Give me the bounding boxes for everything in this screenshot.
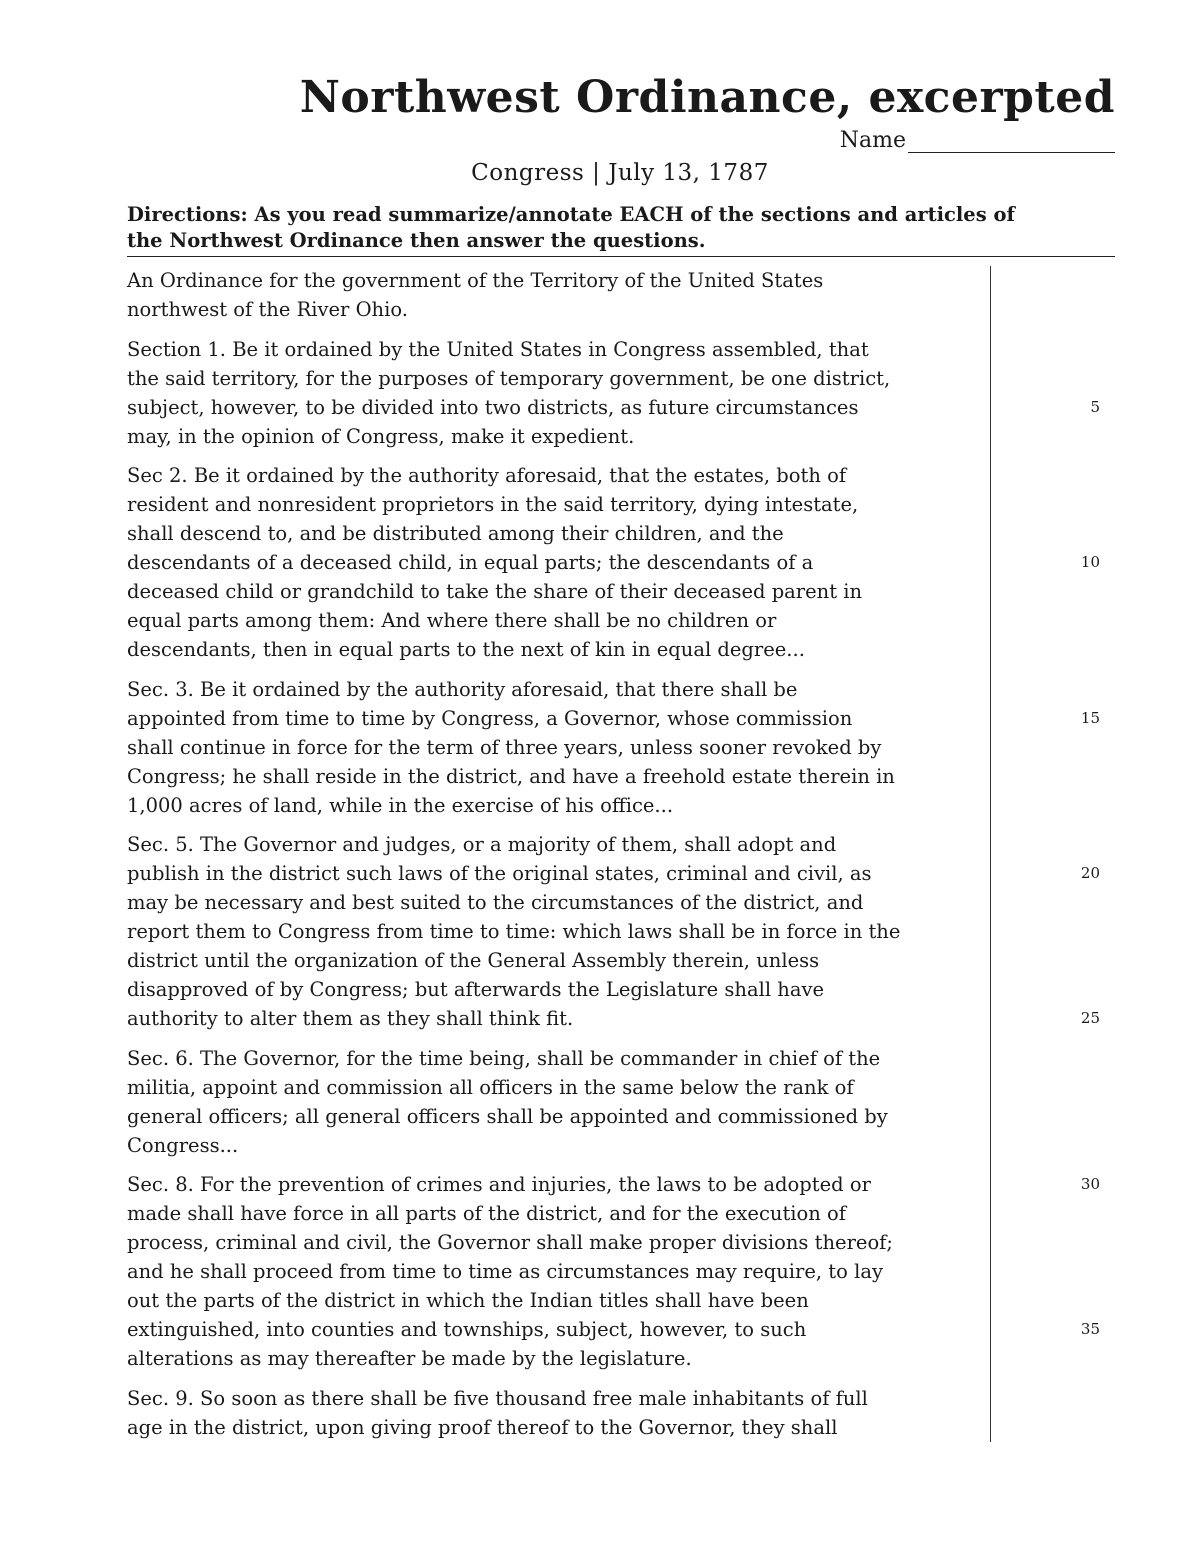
text-line: shall continue in force for the term of three years, unless sooner revoked by [127, 735, 882, 759]
paragraph [127, 1044, 987, 1160]
text-line: and he shall proceed from time to time as circumstances may require, to lay [127, 1260, 883, 1283]
text-line: Sec. 6. The Governor, for the time being, shall be commander in chief of the [127, 1046, 881, 1070]
text-line: resident and nonresident proprietors in the said territory, dying intestate, [127, 493, 859, 516]
text-line: Section 1. Be it ordained by the United States in Congress assembled, that [127, 337, 869, 361]
line-number: 10 [1080, 553, 1100, 571]
paragraph [127, 1170, 987, 1373]
text-line: northwest of the River Ohio. [127, 298, 408, 321]
line-number: 15 [1080, 708, 1100, 727]
name-label: Name [839, 128, 906, 153]
text-line: report them to Congress from time to time: which laws shall be in force in the [127, 920, 901, 943]
text-line: out the parts of the district in which the Indian titles shall have been [127, 1289, 809, 1312]
text-line: 1,000 acres of land, while in the exercise of his office... [127, 793, 674, 817]
line-number: 20 [1080, 864, 1100, 882]
text-line: process, criminal and civil, the Governor shall make proper divisions thereof; [127, 1231, 893, 1254]
text-line: deceased child or grandchild to take the share of their deceased parent in [127, 580, 863, 603]
text-line: Congress; he shall reside in the district, and have a freehold estate therein in [127, 764, 895, 788]
text-line: made shall have force in all parts of the district, and for the execution of [127, 1202, 846, 1225]
text-line: shall descend to, and be distributed among their children, and the [127, 522, 784, 545]
text-line: alterations as may thereafter be made by the legislature. [127, 1347, 692, 1370]
text-line: Sec. 3. Be it ordained by the authority aforesaid, that there shall be [127, 677, 798, 701]
annotation-column-divider [990, 266, 991, 1442]
directions-line: Directions: As you read summarize/annotate EACH of the sections and articles of [127, 203, 1015, 226]
text-line: authority to alter them as they shall think fit. [127, 1007, 574, 1030]
document-subtitle: Congress | July 13, 1787 [471, 160, 769, 186]
text-line: extinguished, into counties and townships, subject, however, to such [127, 1318, 807, 1341]
paragraph [127, 830, 987, 1033]
line-number: 35 [1080, 1320, 1100, 1338]
text-line: militia, appoint and commission all officers in the same below the rank of [127, 1075, 854, 1099]
text-line: An Ordinance for the government of the Territory of the United States [127, 269, 824, 292]
text-line: Sec. 5. The Governor and judges, or a majority of them, shall adopt and [127, 833, 837, 856]
text-line: the said territory, for the purposes of temporary government, be one district, [127, 366, 891, 390]
text-line: appointed from time to time by Congress, a Governor, whose commission [127, 706, 853, 730]
directions [127, 202, 1115, 257]
text-line: descendants of a deceased child, in equal parts; the descendants of a [127, 551, 814, 574]
paragraph [127, 1384, 987, 1442]
directions-line: the Northwest Ordinance then answer the questions. [127, 229, 706, 252]
text-line: Sec. 8. For the prevention of crimes and injuries, the laws to be adopted or [127, 1173, 871, 1196]
ordinance-text [127, 266, 987, 1452]
text-line: age in the district, upon giving proof thereof to the Governor, they shall [127, 1415, 838, 1439]
text-line: Sec 2. Be it ordained by the authority aforesaid, that the estates, both of [127, 464, 847, 487]
text-line: publish in the district such laws of the original states, criminal and civil, as [127, 862, 872, 885]
paragraph [127, 461, 987, 664]
text-line: Congress... [127, 1133, 239, 1157]
text-line: may, in the opinion of Congress, make it expedient. [127, 424, 635, 448]
line-number: 25 [1080, 1009, 1100, 1027]
name-field [840, 128, 1115, 153]
paragraph [127, 266, 987, 324]
document-title: Northwest Ordinance, excerpted [299, 72, 1115, 123]
text-line: subject, however, to be divided into two districts, as future circumstances [127, 395, 859, 419]
line-number: 30 [1080, 1175, 1100, 1193]
text-line: general officers; all general officers shall be appointed and commissioned by [127, 1104, 888, 1128]
text-line: may be necessary and best suited to the circumstances of the district, and [127, 891, 864, 914]
text-line: Sec. 9. So soon as there shall be five thousand free male inhabitants of full [127, 1386, 868, 1410]
text-line: descendants, then in equal parts to the next of kin in equal degree... [127, 638, 805, 661]
text-line: district until the organization of the General Assembly therein, unless [127, 949, 820, 972]
paragraph [127, 335, 987, 451]
line-number: 5 [1090, 397, 1100, 416]
paragraph [127, 675, 987, 820]
text-line: equal parts among them: And where there shall be no children or [127, 609, 777, 632]
name-blank-line[interactable] [908, 128, 1115, 153]
text-line: disapproved of by Congress; but afterwards the Legislature shall have [127, 978, 825, 1001]
